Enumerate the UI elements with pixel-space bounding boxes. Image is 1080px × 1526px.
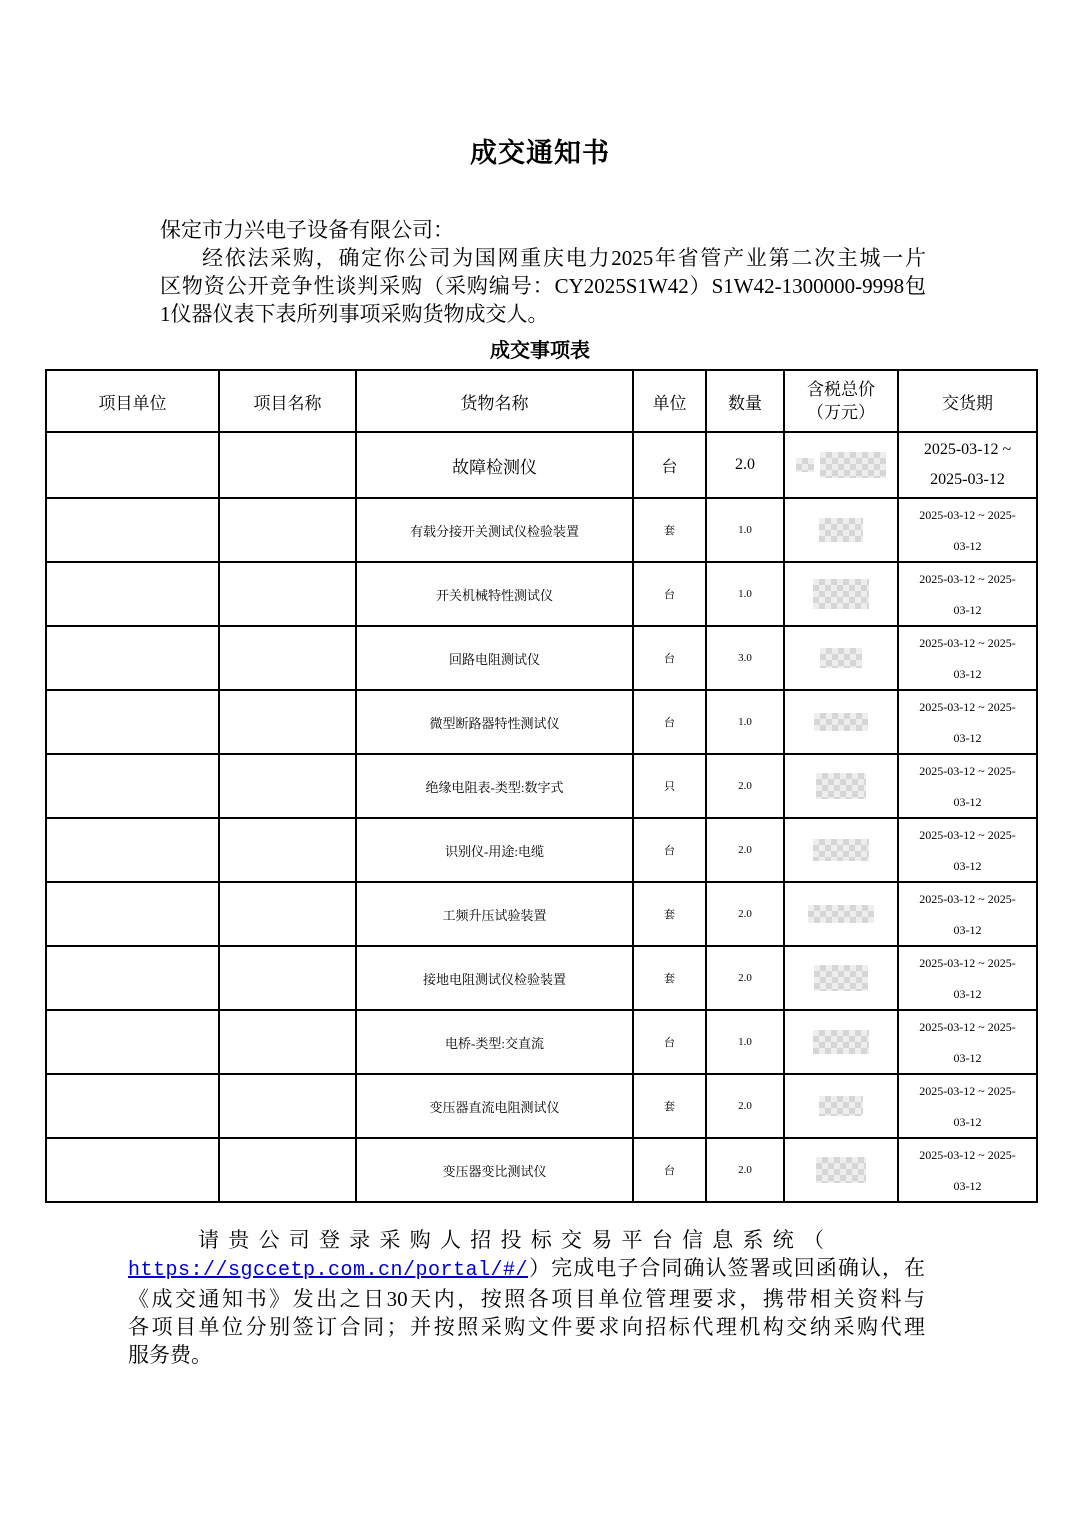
cell-delivery-period [898, 882, 1037, 946]
cell-price-redacted [784, 626, 898, 690]
table-row [46, 1010, 1037, 1074]
delivery-date-line: 2025-03-12 ~ 2025- [919, 1084, 1016, 1098]
cell-goods-name: 识别仪-用途:电缆 [356, 818, 633, 882]
text-line: 1仪器仪表下表所列事项采购货物成交人。 [160, 302, 549, 326]
delivery-date-line: 2025-03-12 ~ 2025- [919, 508, 1016, 522]
table-row [46, 626, 1037, 690]
cell-quantity: 2.0 [706, 946, 784, 1010]
delivery-date-line: 03-12 [953, 1051, 982, 1065]
deal-items-table [45, 369, 1038, 1203]
table-row [46, 882, 1037, 946]
cell-goods-name: 变压器变比测试仪 [356, 1138, 633, 1202]
delivery-date-line: 2025-03-12 ~ [923, 441, 1012, 458]
cell-project-unit [46, 1074, 219, 1138]
cell-unit: 台 [633, 562, 706, 626]
closing-line-2-rest: ）完成电子合同确认签署或回函确认，在 [528, 1256, 925, 1280]
cell-project-name [219, 818, 356, 882]
cell-price-redacted [784, 946, 898, 1010]
delivery-date-line: 03-12 [953, 923, 982, 937]
cell-unit: 台 [633, 626, 706, 690]
cell-goods-name: 工频升压试验装置 [356, 882, 633, 946]
cell-quantity: 2.0 [706, 754, 784, 818]
cell-delivery-period [898, 946, 1037, 1010]
cell-unit: 台 [633, 690, 706, 754]
delivery-dates [899, 947, 1036, 1009]
cell-project-name [219, 1074, 356, 1138]
delivery-date-line: 03-12 [953, 731, 982, 745]
cell-quantity: 1.0 [706, 498, 784, 562]
cell-goods-name: 电桥-类型:交直流 [356, 1010, 633, 1074]
cell-price-redacted [784, 754, 898, 818]
delivery-dates [899, 819, 1036, 881]
delivery-dates [899, 883, 1036, 945]
delivery-dates [899, 1139, 1036, 1201]
delivery-date-line: 2025-03-12 [930, 471, 1005, 488]
cell-delivery-period [898, 432, 1037, 498]
cell-delivery-period [898, 1010, 1037, 1074]
redacted-price-block [820, 648, 862, 668]
text-line: 经依法采购，确定你公司为国网重庆电力2025年省管产业第二次主城一片 [202, 246, 926, 270]
table-row [46, 690, 1037, 754]
cell-quantity: 3.0 [706, 626, 784, 690]
cell-quantity: 2.0 [706, 1138, 784, 1202]
cell-goods-name: 微型断路器特性测试仪 [356, 690, 633, 754]
cell-price-redacted [784, 1138, 898, 1202]
deal-items-table-wrap [45, 369, 1036, 1203]
redacted-price-block [813, 1030, 869, 1054]
delivery-date-line: 2025-03-12 ~ 2025- [919, 572, 1016, 586]
cell-delivery-period [898, 1074, 1037, 1138]
cell-quantity: 2.0 [706, 882, 784, 946]
delivery-date-line: 2025-03-12 ~ 2025- [919, 1020, 1016, 1034]
cell-project-name [219, 498, 356, 562]
cell-delivery-period [898, 754, 1037, 818]
cell-project-unit [46, 1138, 219, 1202]
table-header-row [46, 370, 1037, 432]
cell-unit: 台 [633, 432, 706, 498]
cell-goods-name: 有载分接开关测试仪检验装置 [356, 498, 633, 562]
cell-project-unit [46, 818, 219, 882]
cell-price-redacted [784, 1010, 898, 1074]
redacted-price-block [813, 839, 869, 861]
delivery-date-line: 03-12 [953, 1115, 982, 1129]
col-header-goods-name: 货物名称 [356, 370, 633, 432]
cell-goods-name: 绝缘电阻表-类型:数字式 [356, 754, 633, 818]
cell-project-name [219, 754, 356, 818]
cell-goods-name: 变压器直流电阻测试仪 [356, 1074, 633, 1138]
cell-delivery-period [898, 1138, 1037, 1202]
cell-unit: 套 [633, 498, 706, 562]
cell-delivery-period [898, 498, 1037, 562]
delivery-date-line: 03-12 [953, 859, 982, 873]
cell-goods-name: 故障检测仪 [356, 432, 633, 498]
delivery-dates [899, 1011, 1036, 1073]
delivery-dates [899, 433, 1036, 497]
cell-project-unit [46, 946, 219, 1010]
redacted-price-block [813, 579, 869, 609]
table-row [46, 818, 1037, 882]
cell-project-name [219, 882, 356, 946]
cell-unit: 台 [633, 1010, 706, 1074]
cell-project-name [219, 1138, 356, 1202]
redacted-price-block [820, 452, 886, 478]
cell-quantity: 2.0 [706, 1074, 784, 1138]
cell-project-unit [46, 882, 219, 946]
delivery-date-line: 03-12 [953, 539, 982, 553]
delivery-dates [899, 563, 1036, 625]
cell-delivery-period [898, 626, 1037, 690]
table-body [46, 432, 1037, 1202]
cell-price-redacted [784, 498, 898, 562]
cell-delivery-period [898, 690, 1037, 754]
cell-project-name [219, 690, 356, 754]
delivery-date-line: 2025-03-12 ~ 2025- [919, 764, 1016, 778]
delivery-date-line: 2025-03-12 ~ 2025- [919, 956, 1016, 970]
table-row [46, 432, 1037, 498]
col-header-delivery-period: 交货期 [898, 370, 1037, 432]
table-row [46, 946, 1037, 1010]
closing-line-5: 服务费。 [128, 1343, 212, 1367]
col-header-project-name: 项目名称 [219, 370, 356, 432]
delivery-date-line: 03-12 [953, 1179, 982, 1193]
cell-project-name [219, 432, 356, 498]
cell-delivery-period [898, 818, 1037, 882]
cell-project-unit [46, 690, 219, 754]
cell-project-name [219, 1010, 356, 1074]
delivery-date-line: 2025-03-12 ~ 2025- [919, 636, 1016, 650]
delivery-date-line: 2025-03-12 ~ 2025- [919, 1148, 1016, 1162]
redacted-price-block [796, 458, 814, 472]
col-header-total-price-line2: （万元） [807, 403, 875, 422]
cell-quantity: 1.0 [706, 562, 784, 626]
cell-project-unit [46, 562, 219, 626]
cell-project-unit [46, 754, 219, 818]
cell-price-redacted [784, 882, 898, 946]
intro-paragraphs [160, 216, 926, 328]
addressee-line: 保定市力兴电子设备有限公司： [160, 218, 454, 242]
delivery-date-line: 03-12 [953, 603, 982, 617]
cell-price-redacted [784, 432, 898, 498]
portal-link[interactable]: https://sgccetp.com.cn/portal/#/ [128, 1259, 529, 1282]
col-header-unit: 单位 [633, 370, 706, 432]
delivery-date-line: 03-12 [953, 987, 982, 1001]
closing-line-4: 各项目单位分别签订合同；并按照采购文件要求向招标代理机构交纳采购代理 [128, 1315, 925, 1339]
cell-project-unit [46, 626, 219, 690]
cell-quantity: 1.0 [706, 690, 784, 754]
delivery-dates [899, 755, 1036, 817]
table-title: 成交事项表 [490, 340, 590, 362]
text-line: 区物资公开竞争性谈判采购（采购编号：CY2025S1W42）S1W42-1300000-9998包 [160, 274, 926, 298]
closing-paragraph [128, 1226, 925, 1369]
closing-line-2 [128, 1254, 925, 1285]
col-header-project-unit: 项目单位 [46, 370, 219, 432]
redacted-price-block [816, 773, 866, 799]
redacted-price-block [814, 965, 868, 991]
table-row [46, 1074, 1037, 1138]
redacted-price-block [814, 713, 868, 731]
table-row [46, 754, 1037, 818]
cell-project-unit [46, 1010, 219, 1074]
delivery-date-line: 03-12 [953, 667, 982, 681]
delivery-dates [899, 499, 1036, 561]
delivery-date-line: 2025-03-12 ~ 2025- [919, 700, 1016, 714]
cell-price-redacted [784, 818, 898, 882]
delivery-date-line: 2025-03-12 ~ 2025- [919, 828, 1016, 842]
delivery-dates [899, 627, 1036, 689]
col-header-total-price-line1: 含税总价 [807, 380, 875, 399]
document-title: 成交通知书 [470, 138, 610, 168]
table-row [46, 1138, 1037, 1202]
cell-price-redacted [784, 690, 898, 754]
cell-unit: 只 [633, 754, 706, 818]
cell-goods-name: 接地电阻测试仪检验装置 [356, 946, 633, 1010]
closing-line-1: 请 贵 公 司 登 录 采 购 人 招 投 标 交 易 平 台 信 息 系 统 （ [198, 1228, 824, 1252]
cell-price-redacted [784, 1074, 898, 1138]
cell-project-unit [46, 498, 219, 562]
cell-project-name [219, 562, 356, 626]
delivery-dates [899, 691, 1036, 753]
cell-quantity: 1.0 [706, 1010, 784, 1074]
delivery-date-line: 03-12 [953, 795, 982, 809]
cell-quantity: 2.0 [706, 818, 784, 882]
table-row [46, 562, 1037, 626]
cell-goods-name: 回路电阻测试仪 [356, 626, 633, 690]
redacted-price-block [816, 1157, 866, 1183]
cell-unit: 套 [633, 1074, 706, 1138]
delivery-dates [899, 1075, 1036, 1137]
cell-unit: 台 [633, 1138, 706, 1202]
cell-delivery-period [898, 562, 1037, 626]
col-header-total-price [784, 370, 898, 432]
cell-price-redacted [784, 562, 898, 626]
cell-project-name [219, 946, 356, 1010]
cell-project-name [219, 626, 356, 690]
delivery-date-line: 2025-03-12 ~ 2025- [919, 892, 1016, 906]
redacted-price-block [808, 905, 874, 923]
cell-quantity: 2.0 [706, 432, 784, 498]
table-row [46, 498, 1037, 562]
cell-unit: 台 [633, 818, 706, 882]
cell-unit: 套 [633, 946, 706, 1010]
redacted-price-block [819, 518, 863, 542]
closing-line-3: 《成交通知书》发出之日30天内，按照各项目单位管理要求，携带相关资料与 [128, 1287, 925, 1311]
cell-unit: 套 [633, 882, 706, 946]
col-header-quantity: 数量 [706, 370, 784, 432]
cell-goods-name: 开关机械特性测试仪 [356, 562, 633, 626]
cell-project-unit [46, 432, 219, 498]
redacted-price-block [819, 1096, 863, 1116]
